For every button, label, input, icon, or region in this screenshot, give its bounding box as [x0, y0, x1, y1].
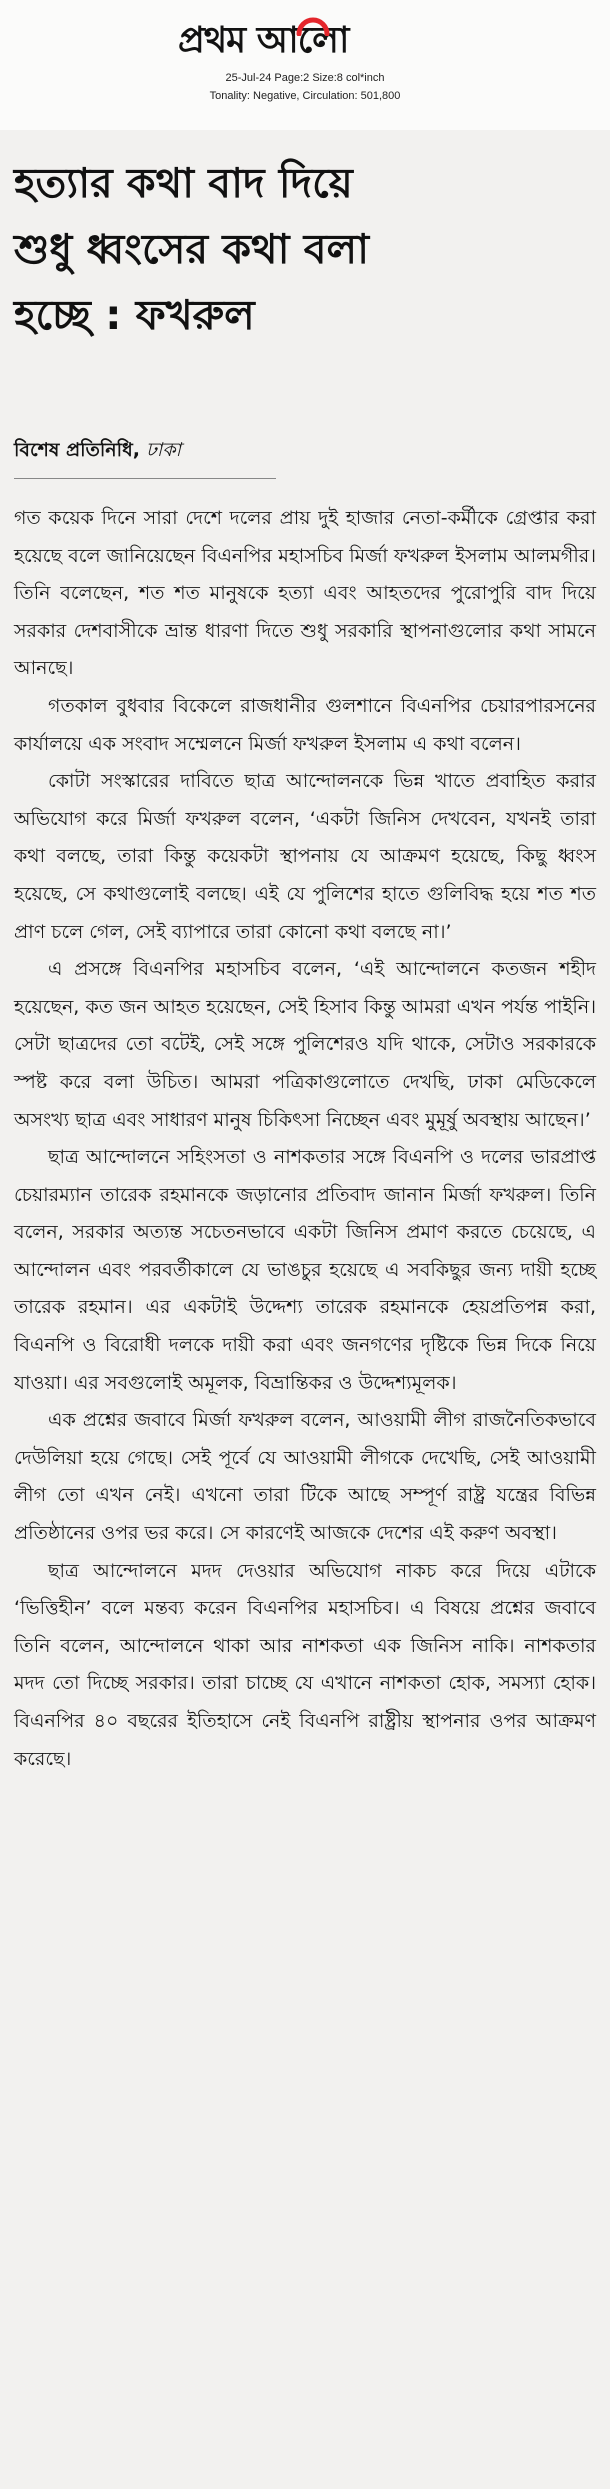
- headline-line: শুধু ধ্বংসের কথা বলা: [14, 225, 369, 273]
- prothom-alo-logo: [178, 18, 432, 64]
- clip-info: 25-Jul-24 Page:2 Size:8 col*inch: [225, 72, 385, 84]
- article-paragraph: কোটা সংস্কারের দাবিতে ছাত্র আন্দোলনকে ভিন্ন খাতে প্রবাহিত করার অভিযোগ করে মির্জা ফখরুল বলেন, ‘একটা জিনিস দেখবেন, যখনই তারা কথা বলছে, তারা কিন্তু কয়েকটা স্থাপনায় যে আক্রমণ হয়েছে, কিছু ধ্বংস হয়েছে, সে কথাগুলোই বলছে। এই যে পুলিশের হাতে গুলিবিদ্ধ হয়ে শত শত প্রাণ চলে গেল, সেই ব্যাপারে তারা কোনো কথা বলছে না।’: [14, 770, 596, 943]
- clip-stats: Tonality: Negative, Circulation: 501,800: [209, 90, 401, 102]
- byline-author: বিশেষ প্রতিনিধি: [14, 439, 133, 461]
- article-paragraph: গত কয়েক দিনে সারা দেশে দলের প্রায় দুই হাজার নেতা-কর্মীকে গ্রেপ্তার করা হয়েছে বলে জানিয়েছেন বিএনপির মহাসচিব মির্জা ফখরুল ইসলাম আলমগীর। তিনি বলেছেন, শত শত মানুষকে হত্যা এবং আহতদের পুরোপুরি বাদ দিয়ে সরকার দেশবাসীকে ভ্রান্ত ধারণা দিতে শুধু সরকারি স্থাপনাগুলোর কথা সামনে আনছে।: [14, 507, 596, 680]
- byline-divider: [14, 478, 276, 479]
- article-paragraph: এ প্রসঙ্গে বিএনপির মহাসচিব বলেন, ‘এই আন্দোলনে কতজন শহীদ হয়েছেন, কত জন আহত হয়েছেন, সেই হিসাব কিন্তু আমরা এখন পর্যন্ত পাইনি। সেটা ছাত্রদের তো বটেই, সেই সঙ্গে পুলিশেরও যদি থাকে, সেটাও সরকারকে স্পষ্ট করে বলা উচিত। আমরা পত্রিকাগুলোতে দেখছি, ঢাকা মেডিকেলে অসংখ্য ছাত্র এবং সাধারণ মানুষ চিকিৎসা নিচ্ছেন এবং মুমূর্ষু অবস্থায় আছেন।’: [14, 958, 596, 1131]
- sun-icon: [296, 12, 330, 36]
- masthead: [0, 0, 610, 130]
- headline-line: হচ্ছে : ফখরুল: [14, 291, 255, 339]
- headline: [14, 150, 594, 348]
- article-paragraph: ছাত্র আন্দোলনে মদদ দেওয়ার অভিযোগ নাকচ করে দিয়ে এটাকে ‘ভিত্তিহীন’ বলে মন্তব্য করেন বিএনপির মহাসচিব। এ বিষয়ে প্রশ্নের জবাবে তিনি বলেন, আন্দোলনে থাকা আর নাশকতা এক জিনিস নাকি। নাশকতার মদদ তো দিচ্ছে সরকার। তারা চাচ্ছে যে এখানে নাশকতা হোক, সমস্যা হোক। বিএনপির ৪০ বছরের ইতিহাসে নেই বিএনপি রাষ্ট্রীয় স্থাপনার ওপর আক্রমণ করেছে।: [14, 1559, 596, 1770]
- article-paragraph: এক প্রশ্নের জবাবে মির্জা ফখরুল বলেন, আওয়ামী লীগ রাজনৈতিকভাবে দেউলিয়া হয়ে গেছে। সেই পূর্বে যে আওয়ামী লীগকে দেখেছি, সেই আওয়ামী লীগ তো এখন নেই। এখনো তারা টিকে আছে সম্পূর্ণ রাষ্ট্র যন্ত্রের বিভিন্ন প্রতিষ্ঠানের ওপর ভর করে। সে কারণেই আজকে দেশের এই করুণ অবস্থা।: [14, 1409, 596, 1545]
- article-paragraph: গতকাল বুধবার বিকেলে রাজধানীর গুলশানে বিএনপির চেয়ারপারসনের কার্যালয়ে এক সংবাদ সম্মেলনে মির্জা ফখরুল ইসলাম এ কথা বলেন।: [14, 694, 596, 755]
- byline-place: ঢাকা: [145, 439, 182, 461]
- byline-separator: ,: [132, 439, 140, 461]
- article-paragraph: ছাত্র আন্দোলনে সহিংসতা ও নাশকতার সঙ্গে বিএনপি ও দলের ভারপ্রাপ্ত চেয়ারম্যান তারেক রহমানকে জড়ানোর প্রতিবাদ জানান মির্জা ফখরুল। তিনি বলেন, সরকার অত্যন্ত সচেতনভাবে একটা জিনিস প্রমাণ করতে চেয়েছে, এ আন্দোলন এবং পরবর্তীকালে যে ভাঙচুর হয়েছে এ সবকিছুর জন্য দায়ী হচ্ছে তারেক রহমান। এর একটাই উদ্দেশ্য তারেক রহমানকে হেয়প্রতিপন্ন করা, বিএনপি ও বিরোধী দলকে দায়ী করা এবং জনগণের দৃষ্টিকে ভিন্ন দিকে নিয়ে যাওয়া। এর সবগুলোই অমূলক, বিভ্রান্তিকর ও উদ্দেশ্যমূলক।: [14, 1146, 596, 1394]
- byline: [14, 436, 181, 468]
- headline-line: হত্যার কথা বাদ দিয়ে: [14, 159, 353, 207]
- logo-wordmark: প্রথম আলো: [178, 20, 349, 61]
- article-body: [14, 500, 596, 1778]
